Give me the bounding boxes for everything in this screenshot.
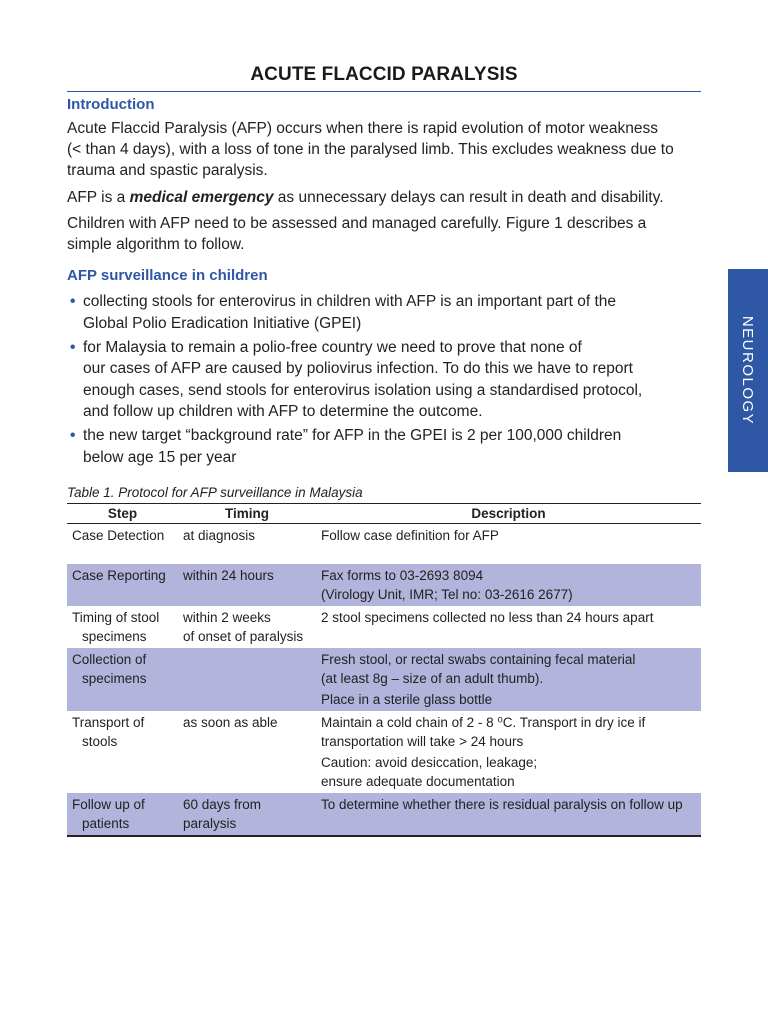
introduction-heading: Introduction bbox=[67, 96, 155, 113]
step-cell: Collection of specimens bbox=[67, 648, 178, 711]
introduction-paragraph-2 bbox=[67, 187, 707, 208]
emphasis-text: medical emergency bbox=[129, 189, 274, 206]
page-title: ACUTE FLACCID PARALYSIS bbox=[250, 64, 518, 85]
step-cell: Timing of stool specimens bbox=[72, 609, 160, 644]
step-cell: Follow up of patients bbox=[67, 793, 178, 836]
column-header-timing: Timing bbox=[178, 504, 316, 524]
timing-cell: within 24 hours bbox=[178, 564, 316, 606]
list-item bbox=[70, 425, 710, 468]
description-cell: To determine whether there is residual paralysis on follow up bbox=[316, 793, 701, 836]
text-line: (< than 4 days), with a loss of tone in the paralysed limb. This excludes weakness due to bbox=[67, 141, 674, 158]
table-caption: Table 1. Protocol for AFP surveillance in Malaysia bbox=[67, 485, 363, 500]
surveillance-bullet-list bbox=[70, 291, 710, 471]
chapter-label: NEUROLOGY bbox=[739, 315, 757, 426]
column-header-step: Step bbox=[67, 504, 178, 524]
description-cell: 2 stool specimens collected no less than 24 hours apart bbox=[321, 609, 654, 625]
text-line: Acute Flaccid Paralysis (AFP) occurs when there is rapid evolution of motor weakness bbox=[67, 120, 658, 137]
text-line: collecting stools for enterovirus in children with AFP is an important part of the bbox=[83, 293, 617, 310]
chapter-side-tab bbox=[728, 269, 768, 472]
introduction-paragraph-1 bbox=[67, 118, 707, 181]
text-segment: as unnecessary delays can result in death and disability. bbox=[273, 189, 664, 206]
text-line: below age 15 per year bbox=[83, 448, 237, 466]
bullet-icon: • bbox=[70, 293, 76, 310]
text-line: trauma and spastic paralysis. bbox=[67, 162, 268, 179]
bullet-icon: • bbox=[70, 427, 76, 444]
table-row bbox=[67, 648, 701, 711]
text-line: Global Polio Eradication Initiative (GPEI) bbox=[83, 314, 362, 332]
table-row bbox=[67, 711, 701, 793]
text-line: enough cases, send stools for enterovirus isolation using a standardised protocol, bbox=[83, 381, 643, 399]
list-item bbox=[70, 337, 710, 423]
description-cell: Fresh stool, or rectal swabs containing fecal material (at least 8g – size of an adult thumb). Place in a sterile glass bottle bbox=[316, 648, 701, 711]
step-cell: Case Reporting bbox=[67, 564, 178, 606]
timing-cell: as soon as able bbox=[183, 714, 278, 730]
table-header-row bbox=[67, 504, 701, 524]
description-cell: Maintain a cold chain of 2 - 8 ⁰C. Transport in dry ice if transportation will take > 24 hours Caution: avoid desiccation, leakage; ensure adequate documentation bbox=[321, 714, 646, 789]
step-cell: Transport of stools bbox=[72, 714, 145, 749]
column-header-description: Description bbox=[316, 504, 701, 524]
text-line: the new target “background rate” for AFP in the GPEI is 2 per 100,000 children bbox=[83, 427, 622, 444]
surveillance-heading: AFP surveillance in children bbox=[67, 267, 268, 284]
introduction-paragraph-3 bbox=[67, 213, 707, 255]
timing-cell: at diagnosis bbox=[183, 528, 256, 543]
table-row bbox=[67, 606, 701, 648]
timing-cell bbox=[178, 648, 316, 711]
protocol-table bbox=[67, 503, 701, 837]
table-row bbox=[67, 524, 701, 564]
title-underline bbox=[67, 91, 701, 92]
bullet-icon: • bbox=[70, 338, 76, 356]
list-item bbox=[70, 291, 710, 334]
table-row bbox=[67, 564, 701, 606]
description-cell: Fax forms to 03-2693 8094 (Virology Unit, IMR; Tel no: 03-2616 2677) bbox=[316, 564, 701, 606]
text-line: and follow up children with AFP to determine the outcome. bbox=[83, 403, 483, 420]
text-segment: AFP is a bbox=[67, 189, 130, 206]
text-line: our cases of AFP are caused by poliovirus infection. To do this we have to report bbox=[83, 360, 633, 377]
timing-cell: within 2 weeks of onset of paralysis bbox=[183, 609, 304, 644]
step-cell: Case Detection bbox=[72, 528, 165, 543]
text-line: Children with AFP need to be assessed and managed carefully. Figure 1 describes a bbox=[67, 215, 647, 232]
text-line: simple algorithm to follow. bbox=[67, 236, 245, 253]
table-row bbox=[67, 793, 701, 836]
description-cell: Follow case definition for AFP bbox=[321, 528, 499, 543]
timing-cell: 60 days from paralysis bbox=[178, 793, 316, 836]
text-line: for Malaysia to remain a polio-free country we need to prove that none of bbox=[83, 338, 582, 356]
